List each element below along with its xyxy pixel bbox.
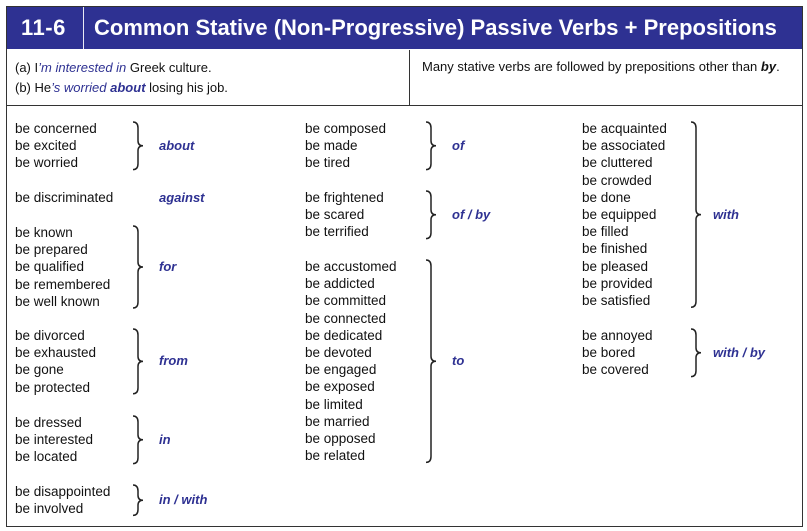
title-divider [83,7,84,49]
example-a: (a) I’m interested in Greek culture. [15,60,212,75]
verb-item: be disappointed [15,484,111,499]
verb-item: be discriminated [15,190,114,205]
bracket-icon [132,327,144,396]
bracket-icon [425,189,437,241]
verb-item: be annoyed [582,328,653,343]
bracket-icon [132,414,144,466]
verb-item: be exhausted [15,345,97,361]
verb-item: be located [15,449,78,465]
verb-item: be engaged [305,362,377,378]
bracket-icon [132,120,144,172]
verb-item: be married [305,413,370,429]
verb-item: be addicted [305,276,375,292]
verb-item: be filled [582,224,629,240]
bracket-icon [425,258,437,464]
verb-item: be covered [582,362,649,378]
preposition-label: of [452,137,465,153]
preposition-label: about [159,137,195,153]
verb-item: be crowded [582,172,652,188]
verb-item: be terrified [305,224,369,240]
verb-item: be remembered [15,276,111,292]
verb-item: be protected [15,379,91,395]
verb-item: be connected [305,310,387,326]
grammar-chart [6,6,803,527]
verb-item: be opposed [305,431,376,446]
preposition-label: of / by [452,206,491,222]
verb-item: be involved [15,501,84,517]
note-box: Many stative verbs are followed by prepositions other than by. [410,50,802,106]
bracket-icon [132,483,144,517]
verb-item: be divorced [15,328,85,343]
chart-title-bar [7,7,802,49]
verb-item: be gone [15,362,64,378]
verb-item: be associated [582,138,666,154]
verb-item: be qualified [15,259,85,275]
verb-item: be cluttered [582,155,653,171]
verb-item: be tired [305,155,351,171]
verb-item: be dedicated [305,327,383,343]
verb-item: be equipped [582,207,657,222]
verb-item: be acquainted [582,121,667,136]
verb-item: be made [305,138,358,154]
bracket-icon [690,120,702,309]
verb-item: be finished [582,241,648,257]
preposition-label: for [159,259,177,274]
verb-item: be composed [305,121,387,136]
bracket-icon [425,120,437,172]
chart-title: Common Stative (Non-Progressive) Passive Verbs + Prepositions [94,15,777,40]
verb-item: be done [582,189,631,205]
verb-item: be known [15,225,73,240]
verb-item: be related [305,448,366,464]
chart-number: 11-6 [21,15,66,40]
examples-box [7,50,410,106]
verb-item: be accustomed [305,259,397,274]
preposition-label: from [159,353,188,369]
verb-item: be pleased [582,258,649,274]
bracket-icon [690,327,702,379]
verb-item: be satisfied [582,293,651,308]
preposition-label: with [713,206,739,222]
bracket-icon [132,224,144,310]
preposition-label: to [452,353,465,369]
verb-item: be frightened [305,190,384,205]
verb-item: be dressed [15,415,82,430]
verb-item: be exposed [305,379,375,395]
verb-item: be prepared [15,242,88,258]
example-b: (b) He’s worried about losing his job. [15,80,228,95]
preposition-label: in [159,431,171,447]
verb-item: be provided [582,275,653,291]
verb-item: be limited [305,396,363,412]
preposition-label: against [159,189,205,205]
verb-item: be bored [582,345,636,361]
verb-item: be committed [305,293,387,309]
verb-item: be worried [15,155,79,171]
preposition-label: with / by [713,344,765,360]
verb-item: be concerned [15,121,97,136]
verb-item: be excited [15,138,77,154]
verb-item: be devoted [305,345,372,360]
preposition-label: in / with [159,492,208,508]
verb-item: be interested [15,432,94,448]
verb-item: be scared [305,207,365,223]
verb-item: be well known [15,293,100,309]
